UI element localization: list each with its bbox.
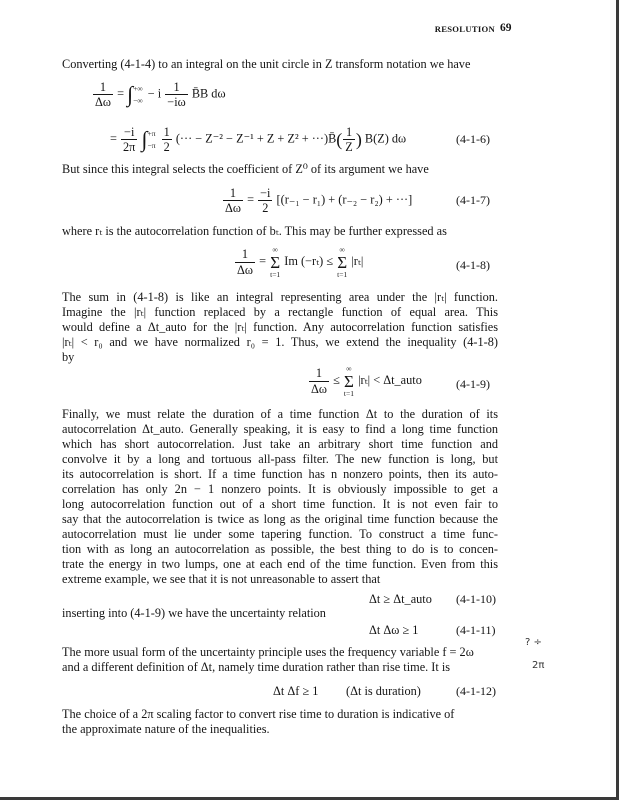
- equation-number-4-1-12: (4-1-12): [456, 684, 496, 698]
- equation-number-4-1-7: (4-1-7): [456, 193, 490, 207]
- text-line: the approximate nature of the inequalities.: [62, 722, 270, 736]
- equation-number-4-1-9: (4-1-9): [456, 377, 490, 391]
- summation-2: ∞ Σ t=1: [337, 245, 348, 279]
- fraction-half: $\frac{1}{2}$: [163, 125, 170, 155]
- summation-1: ∞ Σ t=1: [270, 245, 281, 279]
- handwritten-mark: 2π: [532, 660, 545, 671]
- text-line: which has short autocorrelation. Just take an arbitrary short time function and: [62, 437, 498, 451]
- text-line: autocorrelation Δt_auto. Generally speaking, it is easy to find a long time function: [62, 422, 498, 436]
- text-line: would define a Δt_auto for the |rₜ| function. Any autocorrelation function satisfies: [62, 320, 498, 334]
- fraction-coef: $\frac{1}{-i\omega}$: [167, 80, 186, 110]
- text-line: autocorrelation must lie under some tapering function. To construct a time func-: [62, 527, 498, 541]
- text-line: |rₜ| < r₀ and we have normalized r₀ = 1. Thus, we extend the inequality (4-1-8): [62, 335, 498, 349]
- text-line: convolve it by a long and tortuous all-pass filter. The new function is long, but: [62, 452, 498, 466]
- text-line: The choice of a 2π scaling factor to convert rise time to duration is indicative of: [62, 707, 455, 721]
- paragraph-where: where rₜ is the autocorrelation function of bₜ. This may be further expressed as: [62, 224, 447, 238]
- equation-4-1-12: Δt Δf ≥ 1: [273, 684, 319, 698]
- equation-number-4-1-10: (4-1-10): [456, 592, 496, 606]
- paragraph-intro: Converting (4-1-4) to an integral on the unit circle in Z transform notation we have: [62, 57, 471, 71]
- summation-3: ∞ Σ t=1: [343, 364, 354, 398]
- fraction-coef2: $\frac{-i}{2\pi}$: [123, 125, 136, 155]
- equation-number-4-1-11: (4-1-11): [456, 623, 496, 637]
- text-line: The more usual form of the uncertainty principle uses the frequency variable f = 2ω: [62, 645, 474, 659]
- fraction-lhs: $\frac{1}{\Delta\omega}$: [95, 80, 112, 110]
- text-line: Imagine the |rₜ| function replaced by a rectangle function of equal area. This: [62, 305, 498, 319]
- equation-4-1-6-line1: $\frac{1}{\Delta\omega}$ = ∫+∞ −∞ − i $\frac{1}{-i\omega}$ B̄B dω: [95, 80, 226, 110]
- text-line: by: [62, 350, 75, 364]
- integral-sign-2: ∫: [141, 126, 148, 152]
- equation-4-1-12-note: (Δt is duration): [346, 684, 421, 698]
- equation-number-4-1-8: (4-1-8): [456, 258, 490, 272]
- integral-sign: ∫: [127, 81, 134, 107]
- fraction-arg: $\frac{1}{Z}$: [345, 125, 353, 155]
- text-line: and a different definition of Δt, namely time duration rather than rise time. It is: [62, 660, 451, 674]
- equation-number-4-1-6: (4-1-6): [456, 132, 490, 146]
- equation-4-1-8: $\frac{1}{\Delta\omega}$ = ∞ Σ t=1 Im (−rₜ) ≤ ∞ Σ t=1 |rₜ|: [237, 245, 364, 279]
- text-line: The sum in (4-1-8) is like an integral representing area under the |rₜ| function.: [62, 290, 498, 304]
- paragraph-since: But since this integral selects the coefficient of Z⁰ of its argument we have: [62, 162, 429, 176]
- text-line: tion with as long an autocorrelation as possible, the best thing to do is to concen-: [62, 542, 498, 556]
- text-line: Finally, we must relate the duration of a time function Δt to the duration of its: [62, 407, 498, 421]
- equation-4-1-11: Δt Δω ≥ 1: [369, 623, 419, 637]
- text-line: trate the energy in two lumps, one at each end of the time function. Even from this: [62, 557, 498, 571]
- text-line: say that the autocorrelation is twice as long as the original time function because the: [62, 512, 498, 526]
- paragraph-inserting: inserting into (4-1-9) we have the uncertainty relation: [62, 606, 326, 620]
- integral-limits: +∞ −∞: [133, 84, 143, 105]
- text-line: correlation has only 2n − 1 nonzero points. It is obviously impossible to get a: [62, 482, 498, 496]
- equation-4-1-10: Δt ≥ Δt_auto: [369, 592, 432, 606]
- text-line: long autocorrelation function out of a short time function. It is not even fair to: [62, 497, 498, 511]
- text-line: extreme example, we see that it is not unreasonable to assert that: [62, 572, 381, 586]
- equation-4-1-9: $\frac{1}{\Delta\omega}$ ≤ ∞ Σ t=1 |rₜ| < Δt_auto: [311, 364, 422, 398]
- integral-limits-2: +π −π: [147, 129, 156, 150]
- text-line: its autocorrelation is short. If a time function has n nonzero points, then its auto-: [62, 467, 498, 481]
- equation-4-1-7: $\frac{1}{\Delta\omega}$ = $\frac{-i}{2}$ [(r₋₁ − r₁) + (r₋₂ − r₂) + ···]: [225, 186, 413, 216]
- handwritten-mark: ? ÷: [525, 637, 542, 648]
- running-header: RESOLUTION: [434, 24, 495, 34]
- page-number: 69: [500, 22, 512, 34]
- equation-4-1-6-line2: = $\frac{-i}{2\pi}$ ∫+π −π $\frac{1}{2}$ (··· − Z⁻² − Z⁻¹ + Z + Z² + ···)B̄( $\frac{1}{Z}$ ) B(Z) dω: [110, 125, 407, 155]
